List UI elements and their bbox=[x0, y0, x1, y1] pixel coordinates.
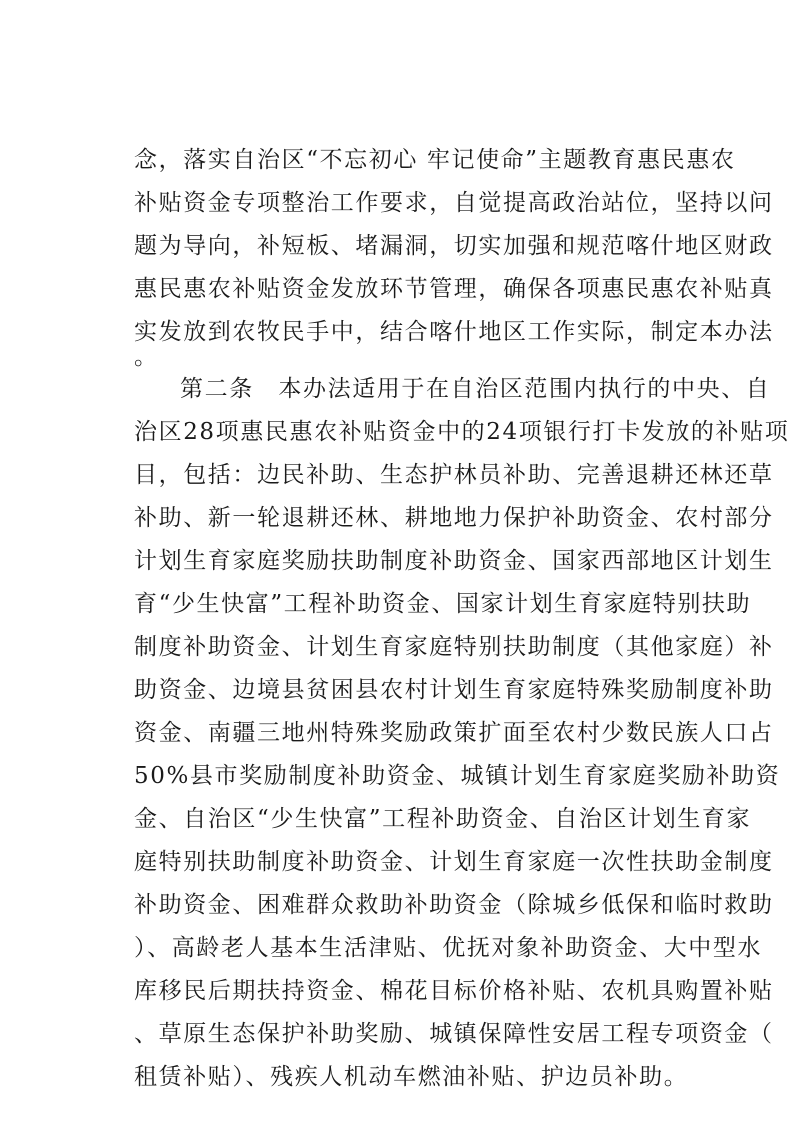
text-line: 制度补助资金、计划生育家庭特别扶助制度（其他家庭）补 bbox=[134, 634, 774, 660]
text-line: 补贴资金专项整治工作要求，自觉提高政治站位，坚持以问 bbox=[134, 190, 774, 216]
text-line: 题为导向，补短板、堵漏洞，切实加强和规范喀什地区财政 bbox=[134, 233, 774, 259]
text-line: 育“少生快富”工程补助资金、国家计划生育家庭特别扶助 bbox=[134, 591, 752, 617]
text-line: 租赁补贴）、残疾人机动车燃油补贴、护边员补助。 bbox=[134, 1064, 689, 1090]
text-line: 库移民后期扶持资金、棉花目标价格补贴、农机具购置补贴 bbox=[134, 978, 774, 1004]
text-line: 、草原生态保护补助奖励、城镇保障性安居工程专项资金（ bbox=[134, 1021, 774, 1047]
text-line: 庭特别扶助制度补助资金、计划生育家庭一次性扶助金制度 bbox=[134, 849, 774, 875]
text-line: 金、自治区“少生快富”工程补助资金、自治区计划生育家 bbox=[134, 806, 752, 832]
text-line: 补助、新一轮退耕还林、耕地地力保护补助资金、农村部分 bbox=[134, 505, 774, 531]
article-heading-line: 第二条 本办法适用于在自治区范围内执行的中央、自 bbox=[180, 376, 771, 402]
text-line: 念，落实自治区“不忘初心 牢记使命”主题教育惠民惠农 bbox=[134, 147, 736, 173]
text-line: 。 bbox=[134, 344, 159, 370]
text-line: 助资金、边境县贫困县农村计划生育家庭特殊奖励制度补助 bbox=[134, 677, 774, 703]
text-line: 惠民惠农补贴资金发放环节管理，确保各项惠民惠农补贴真 bbox=[134, 276, 774, 302]
text-line: 目，包括：边民补助、生态护林员补助、完善退耕还林还草 bbox=[134, 462, 774, 488]
text-line: 计划生育家庭奖励扶助制度补助资金、国家西部地区计划生 bbox=[134, 548, 774, 574]
text-line: 治区28项惠民惠农补贴资金中的24项银行打卡发放的补贴项 bbox=[134, 419, 790, 445]
text-line: 50%县市奖励制度补助资金、城镇计划生育家庭奖励补助资 bbox=[134, 763, 781, 789]
text-line: 资金、南疆三地州特殊奖励政策扩面至农村少数民族人口占 bbox=[134, 720, 774, 746]
text-line: 补助资金、困难群众救助补助资金（除城乡低保和临时救助 bbox=[134, 892, 774, 918]
text-line: 实发放到农牧民手中，结合喀什地区工作实际，制定本办法 bbox=[134, 319, 774, 345]
text-line: ）、高龄老人基本生活津贴、优抚对象补助资金、大中型水 bbox=[134, 935, 763, 961]
